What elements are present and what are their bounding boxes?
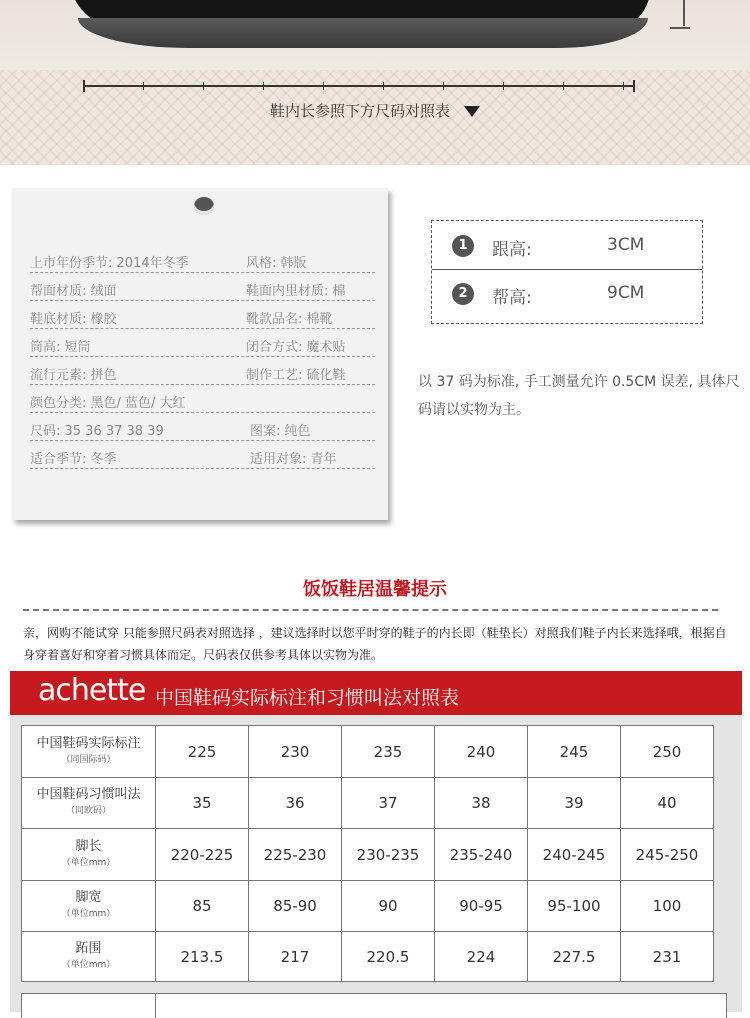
spec-row bbox=[30, 250, 375, 273]
heel-height-marker-end bbox=[670, 27, 690, 29]
spec-right: 图案: 纯色 bbox=[250, 424, 311, 439]
table-cell: 100 bbox=[621, 881, 714, 932]
spec-left: 流行元素: 拼色 bbox=[30, 368, 117, 383]
spec-left: 颜色分类: 黑色/ 蓝色/ 大红 bbox=[30, 396, 186, 411]
spec-row bbox=[30, 418, 375, 441]
spec-right: 靴款品名: 棉靴 bbox=[246, 312, 333, 327]
size-chart-title: 中国鞋码实际标注和习惯叫法对照表 bbox=[155, 687, 460, 709]
product-spec-tag bbox=[12, 188, 388, 520]
triangle-down-icon bbox=[464, 106, 480, 117]
length-measure-line bbox=[83, 85, 635, 87]
table-row bbox=[22, 881, 714, 932]
spec-row bbox=[30, 334, 375, 357]
photo-caption bbox=[0, 100, 750, 121]
table-cell: 40 bbox=[621, 778, 714, 829]
table-cell: 227.5 bbox=[528, 932, 621, 982]
size-table bbox=[21, 725, 714, 982]
table-cell: 245 bbox=[528, 726, 621, 778]
table-cell: 245-250 bbox=[621, 829, 714, 881]
row-header: 跖围 （单位mm） bbox=[22, 932, 156, 982]
shoe-photo bbox=[0, 0, 750, 165]
spec-left: 尺码: 35 36 37 38 39 bbox=[30, 424, 164, 439]
spec-row bbox=[30, 278, 375, 301]
spec-row bbox=[30, 446, 375, 469]
table-cell: 85-90 bbox=[249, 881, 342, 932]
brand-logo: achette bbox=[38, 673, 146, 708]
table-cell: 38 bbox=[435, 778, 528, 829]
table-cell: 240 bbox=[435, 726, 528, 778]
table-cell: 220-225 bbox=[156, 829, 249, 881]
table-cell: 225 bbox=[156, 726, 249, 778]
table-cell: 225-230 bbox=[249, 829, 342, 881]
heel-height-marker bbox=[683, 0, 685, 26]
table-row bbox=[22, 829, 714, 881]
spec-right: 制作工艺: 硫化鞋 bbox=[246, 368, 346, 383]
tips-text: 亲，网购不能试穿 只能参照尺码表对照选择 ，建议选择时以您平时穿的鞋子的内长即（鞋垫长）对照我们鞋子内长来选择哦，根据自身穿着喜好和穿着习惯具体而定。尺码表仅供参考具体以实物为准。 bbox=[23, 626, 727, 662]
table-cell: 240-245 bbox=[528, 829, 621, 881]
spec-left: 适合季节: 冬季 bbox=[30, 452, 117, 467]
divider bbox=[432, 269, 702, 270]
heel-height-label: 跟高: bbox=[492, 240, 532, 260]
photo-caption-text: 鞋内长参照下方尺码对照表 bbox=[269, 102, 450, 120]
heel-height-value: 3CM bbox=[607, 235, 645, 255]
table-cell: 250 bbox=[621, 726, 714, 778]
spec-left: 帮面材质: 绒面 bbox=[30, 284, 117, 299]
size-chart-banner bbox=[10, 671, 742, 715]
spec-row bbox=[30, 362, 375, 385]
table-row bbox=[22, 932, 714, 982]
table-row bbox=[22, 726, 714, 778]
table-row bbox=[22, 778, 714, 829]
table-row-cut-off bbox=[21, 993, 727, 1018]
table-cell: 35 bbox=[156, 778, 249, 829]
row-header: 中国鞋码习惯叫法 （同欧码） bbox=[22, 778, 156, 829]
spec-left: 筒高: 短筒 bbox=[30, 340, 91, 355]
upper-height-label: 帮高: bbox=[492, 288, 532, 308]
spec-right: 风格: 韩版 bbox=[246, 256, 307, 271]
table-cell: 230-235 bbox=[342, 829, 435, 881]
spec-left: 上市年份季节: 2014年冬季 bbox=[30, 256, 189, 271]
table-cell: 235-240 bbox=[435, 829, 528, 881]
table-cell: 235 bbox=[342, 726, 435, 778]
tips-title: 饭饭鞋居温馨提示 bbox=[303, 579, 447, 600]
table-cell: 85 bbox=[156, 881, 249, 932]
heel-upper-height-box bbox=[431, 220, 703, 324]
upper-height-value: 9CM bbox=[607, 283, 645, 303]
table-cell: 213.5 bbox=[156, 932, 249, 982]
spec-row bbox=[30, 390, 375, 413]
shoe-sole bbox=[78, 18, 648, 48]
spec-left: 鞋底材质: 橡胶 bbox=[30, 312, 117, 327]
spec-right: 鞋面内里材质: 棉 bbox=[246, 284, 346, 299]
table-cell: 220.5 bbox=[342, 932, 435, 982]
table-cell: 231 bbox=[621, 932, 714, 982]
table-cell: 95-100 bbox=[528, 881, 621, 932]
table-cell: 90-95 bbox=[435, 881, 528, 932]
table-cell: 224 bbox=[435, 932, 528, 982]
measurement-note: 以 37 码为标准, 手工测量允许 0.5CM 误差, 具体尺码请以实物为主。 bbox=[418, 374, 740, 418]
upper-height-row bbox=[432, 273, 702, 317]
table-cell: 230 bbox=[249, 726, 342, 778]
table-cell: 36 bbox=[249, 778, 342, 829]
heel-height-row bbox=[432, 225, 702, 269]
table-cell: 39 bbox=[528, 778, 621, 829]
spec-right: 闭合方式: 魔术贴 bbox=[246, 340, 346, 355]
table-cell: 37 bbox=[342, 778, 435, 829]
table-cell: 90 bbox=[342, 881, 435, 932]
row-header: 中国鞋码实际标注 （同国际码） bbox=[22, 726, 156, 778]
row-header: 脚宽 （单位mm） bbox=[22, 881, 156, 932]
row-header: 脚长 （单位mm） bbox=[22, 829, 156, 881]
table-cell: 217 bbox=[249, 932, 342, 982]
spec-row bbox=[30, 306, 375, 329]
number-two-icon: 2 bbox=[452, 283, 474, 305]
spec-right: 适用对象: 青年 bbox=[250, 452, 337, 467]
number-one-icon: 1 bbox=[452, 235, 474, 257]
size-table-panel bbox=[10, 715, 742, 1012]
dashed-divider bbox=[23, 609, 718, 611]
tag-hole-icon bbox=[194, 197, 214, 215]
